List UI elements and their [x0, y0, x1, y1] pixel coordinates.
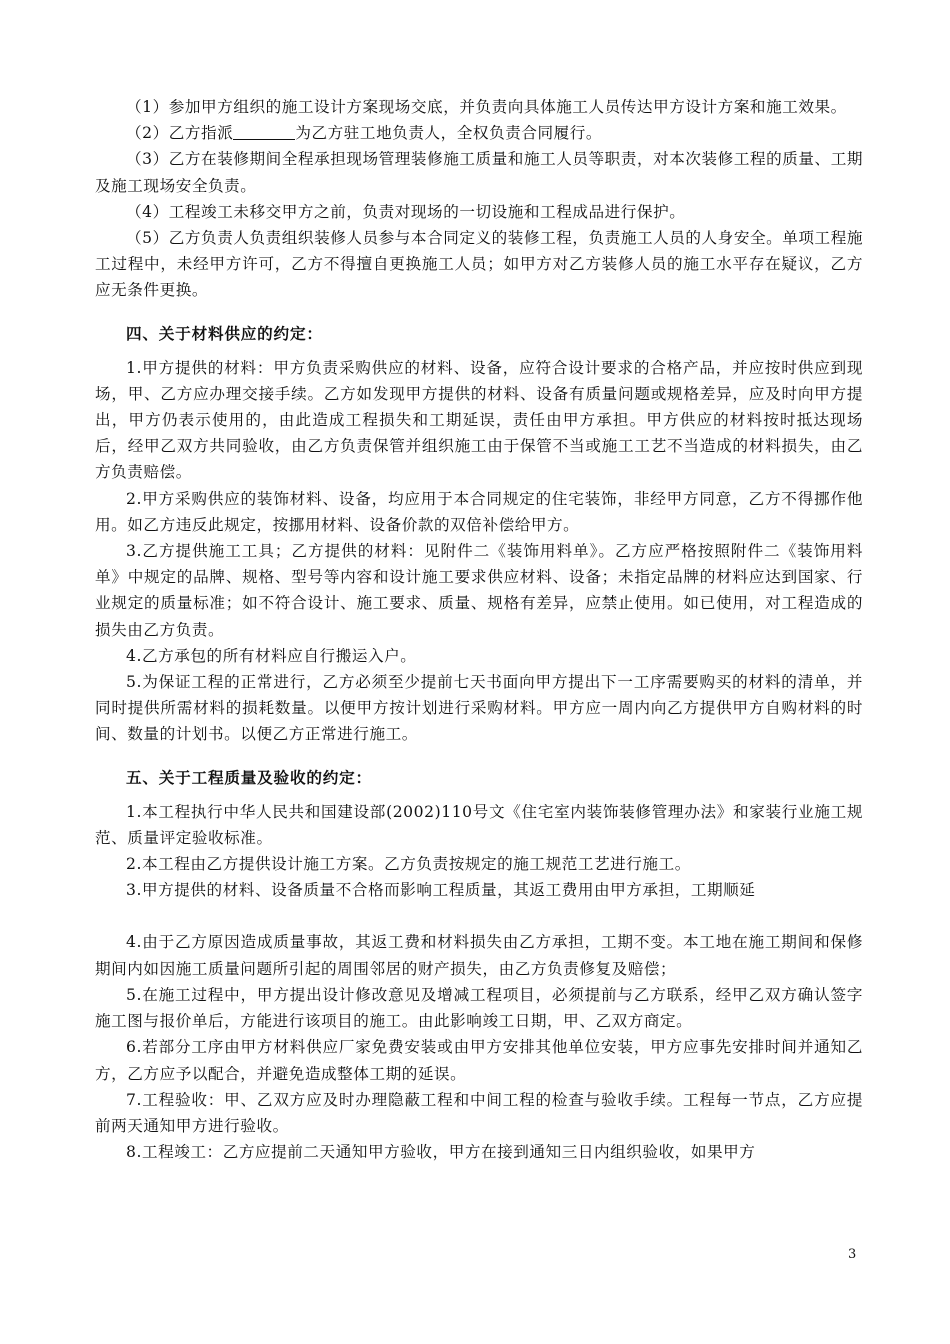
clause-5-4: 4.由于乙方原因造成质量事故，其返工费和材料损失由乙方承担，工期不变。本工地在施工期间和保修期间内如因施工质量问题所引起的周围邻居的财产损失，由乙方负责修复及赔偿；	[95, 933, 863, 978]
clause-5-2: 2.本工程由乙方提供设计施工方案。乙方负责按规定的施工规范工艺进行施工。	[126, 855, 691, 874]
clause-5-3: 3.甲方提供的材料、设备质量不合格而影响工程质量，其返工费用由甲方承担，工期顺延	[126, 881, 756, 900]
spacer	[95, 791, 863, 799]
spacer	[95, 304, 863, 321]
page-number: 3	[848, 1247, 857, 1262]
document-body	[95, 94, 863, 1165]
blank-line-spacer	[95, 903, 863, 929]
clause-3-2-prefix: （2）乙方指派	[126, 124, 234, 143]
clause-3-2-suffix: 为乙方驻工地负责人，全权负责合同履行。	[295, 124, 603, 143]
clause-5-8: 8.工程竣工：乙方应提前二天通知甲方验收，甲方在接到通知三日内组织验收，如果甲方	[126, 1143, 756, 1162]
clause-5-1: 1.本工程执行中华人民共和国建设部(2002)110号文《住宅室内装饰装修管理办法》和家装行业施工规范、质量评定验收标准。	[95, 802, 863, 847]
clause-5-6: 6.若部分工序由甲方材料供应厂家免费安装或由甲方安排其他单位安装，甲方应事先安排时间并通知乙方，乙方应予以配合，并避免造成整体工期的延误。	[95, 1038, 863, 1083]
clause-4-1: 1.甲方提供的材料：甲方负责采购供应的材料、设备，应符合设计要求的合格产品，并应按时供应到现场，甲、乙方应办理交接手续。乙方如发现甲方提供的材料、设备有质量问题或规格差异，应及时向甲方提出，甲方仍表示使用的，由此造成工程损失和工期延误，责任由甲方承担。甲方供应的材料按时抵达现场后，经甲乙双方共同验收，由乙方负责保管并组织施工由于保管不当或施工工艺不当造成的材料损失，由乙方负责赔偿。	[95, 358, 863, 482]
spacer	[95, 748, 863, 765]
section-heading-quality: 五、关于工程质量及验收的约定：	[126, 768, 372, 787]
clause-4-5: 5.为保证工程的正常进行，乙方必须至少提前七天书面向甲方提出下一工序需要购买的材料的清单，并同时提供所需材料的损耗数量。以便甲方按计划进行采购材料。甲方应一周内向乙方提供甲方自购材料的时间、数量的计划书。以便乙方正常进行施工。	[95, 673, 863, 744]
spacer	[95, 347, 863, 355]
clause-5-5: 5.在施工过程中，甲方提出设计修改意见及增减工程项目，必须提前与乙方联系，经甲乙双方确认签字施工图与报价单后，方能进行该项目的施工。由此影响竣工日期，甲、乙双方商定。	[95, 985, 863, 1031]
clause-3-1: （1）参加甲方组织的施工设计方案现场交底，并负责向具体施工人员传达甲方设计方案和施工效果。	[126, 98, 847, 116]
clause-5-7: 7.工程验收：甲、乙双方应及时办理隐蔽工程和中间工程的检查与验收手续。工程每一节点，乙方应提前两天通知甲方进行验收。	[95, 1090, 863, 1135]
clause-4-3: 3.乙方提供施工工具；乙方提供的材料：见附件二《装饰用料单》。乙方应严格按照附件二《装饰用料单》中规定的品牌、规格、型号等内容和设计施工要求供应材料、设备；未指定品牌的材料应达到国家、行业规定的质量标准；如不符合设计、施工要求、质量、规格有差异，应禁止使用。如已使用，对工程造成的损失由乙方负责。	[95, 542, 863, 639]
clause-3-4: （4）工程竣工未移交甲方之前，负责对现场的一切设施和工程成品进行保护。	[126, 202, 686, 221]
clause-4-2: 2.甲方采购供应的装饰材料、设备，均应用于本合同规定的住宅装饰，非经甲方同意，乙方不得挪作他用。如乙方违反此规定，按挪用材料、设备价款的双倍补偿给甲方。	[95, 489, 863, 534]
fill-in-blank	[233, 123, 295, 140]
clause-4-4: 4.乙方承包的所有材料应自行搬运入户。	[126, 646, 417, 665]
clause-3-3: （3）乙方在装修期间全程承担现场管理装修施工质量和施工人员等职责，对本次装修工程的质量、工期及施工现场安全负责。	[95, 150, 863, 195]
clause-3-2	[95, 120, 863, 146]
clause-3-5: （5）乙方负责人负责组织装修人员参与本合同定义的装修工程，负责施工人员的人身安全。单项工程施工过程中，未经甲方许可，乙方不得擅自更换施工人员；如甲方对乙方装修人员的施工水平存在疑议，乙方应无条件更换。	[95, 229, 863, 300]
section-heading-materials: 四、关于材料供应的约定：	[126, 324, 323, 343]
